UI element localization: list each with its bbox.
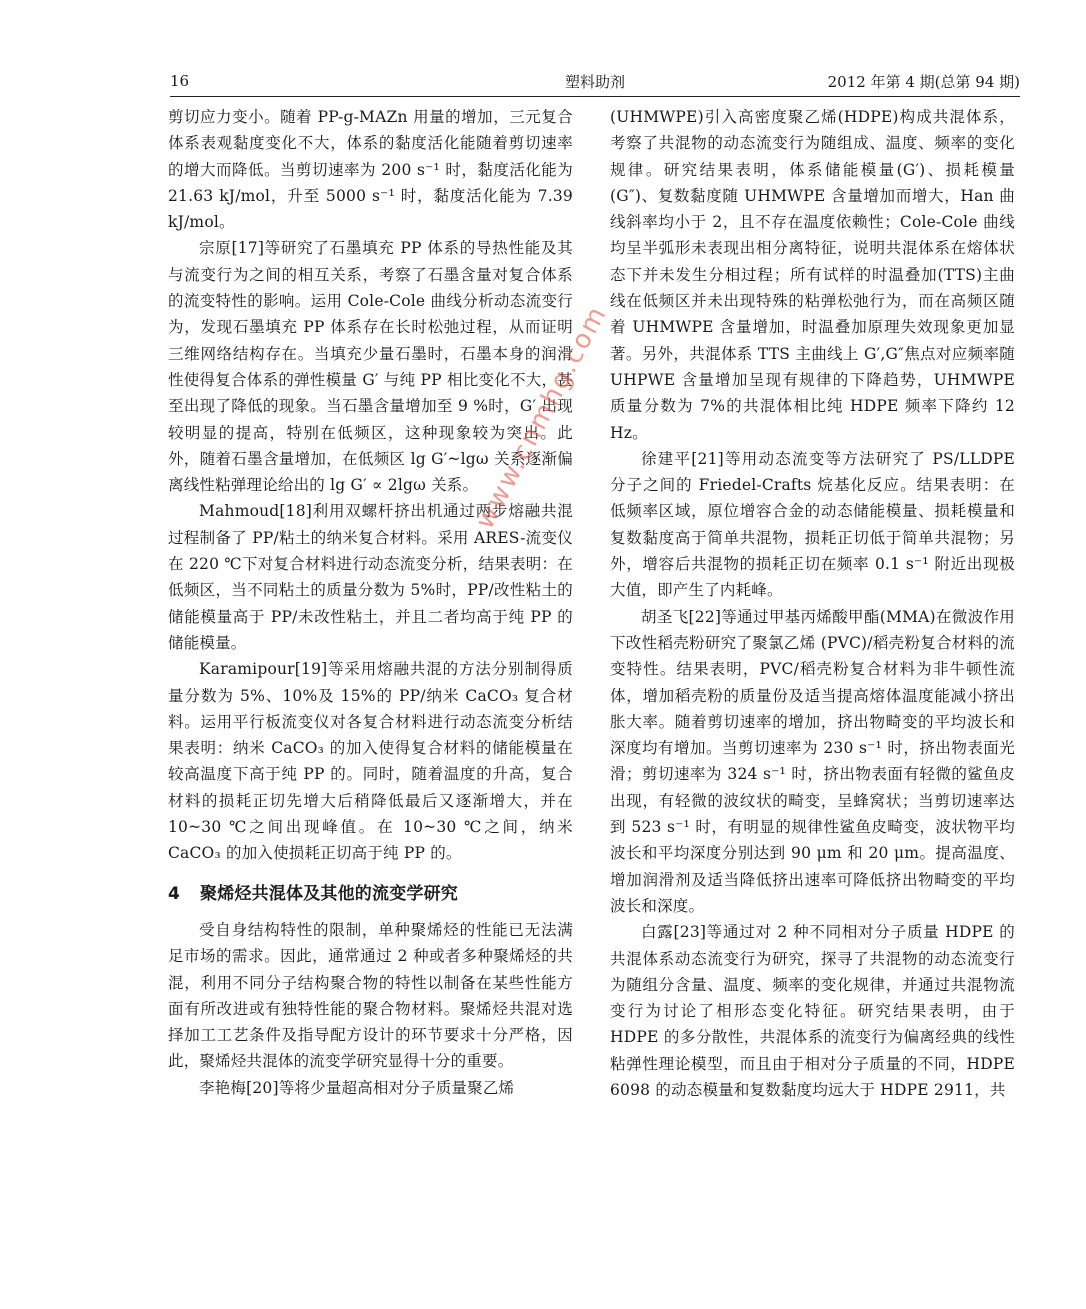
page-number: 16	[170, 72, 190, 90]
section-title: 聚烯烃共混体及其他的流变学研究	[200, 883, 458, 904]
paragraph: Mahmoud[18]利用双螺杆挤出机通过两步熔融共混过程制备了 PP/粘土的纳米复合材料。采用 ARES-流变仪在 220 ℃下对复合材料进行动态流变分析，结果表明：在低频区，当不同粘土的质量分数为 5%时，PP/改性粘土的储能模量高于 PP/未改性粘土，并且二者均高于纯 PP 的储能模量。	[168, 502, 573, 652]
issue-info: 2012 年第 4 期(总第 94 期)	[827, 72, 1020, 91]
watermark: www.cnmhg.com	[470, 300, 614, 535]
section-heading	[168, 881, 573, 907]
header-rule	[170, 96, 1020, 97]
paragraph: 白露[23]等通过对 2 种不同相对分子质量 HDPE 的共混体系动态流变行为研究，探寻了共混物的动态流变行为随组分含量、温度、频率的变化规律，并通过共混物流变行为讨论了相形态变化特征。研究结果表明，由于 HDPE 的多分散性，共混体系的流变行为偏离经典的线性粘弹性理论模型，而且由于相对分子质量的不同，HDPE 6098 的动态模量和复数黏度均远大于 HDPE 2911，共	[610, 923, 1015, 1099]
journal-name: 塑料助剂	[564, 72, 625, 91]
paragraph: 徐建平[21]等用动态流变等方法研究了 PS/LLDPE 分子之间的 Friedel-Crafts 烷基化反应。结果表明：在低频率区域，原位增容合金的动态储能模量、损耗模量和复数黏度高于简单共混物，损耗正切低于简单共混物；另外，增容后共混物的损耗正切在频率 0.1 s⁻¹ 附近出现极大值，即产生了内耗峰。	[610, 449, 1015, 600]
left-column	[168, 104, 573, 1101]
paragraph: 宗原[17]等研究了石墨填充 PP 体系的导热性能及其与流变行为之间的相互关系，考察了石墨含量对复合体系的流变特性的影响。运用 Cole-Cole 曲线分析动态流变行为，发现石墨填充 PP 体系存在长时松弛过程，从而证明三维网络结构存在。当填充少量石墨时，石墨本身的润滑性使得复合体系的弹性模量 G′ 与纯 PP 相比变化不大，甚至出现了降低的现象。当石墨含量增加至 9 %时，G′ 出现较明显的提高，特别在低频区，这种现象较为突出。此外，随着石墨含量增加，在低频区 lg G′~lgω 关系逐渐偏离线性粘弹理论给出的 lg G′ ∝ 2lgω 关系。	[168, 239, 573, 495]
paragraph: 胡圣飞[22]等通过甲基丙烯酸甲酯(MMA)在微波作用下改性稻壳粉研究了聚氯乙烯 (PVC)/稻壳粉复合材料的流变特性。结果表明，PVC/稻壳粉复合材料为非牛顿性流体，增加稻壳粉的质量份及适当提高熔体温度能减小挤出胀大率。随着剪切速率的增加，挤出物畸变的平均波长和深度均有增加。当剪切速率为 230 s⁻¹ 时，挤出物表面光滑；剪切速率为 324 s⁻¹ 时，挤出物表面有轻微的鲨鱼皮出现，有轻微的波纹状的畸变，呈蜂窝状；当剪切速率达到 523 s⁻¹ 时，有明显的规律性鲨鱼皮畸变，波状物平均波长和平均深度分别达到 90 μm 和 20 μm。提高温度、增加润滑剂及适当降低挤出速率可降低挤出物畸变的平均波长和深度。	[610, 607, 1015, 915]
paragraph: 剪切应力变小。随着 PP-g-MAZn 用量的增加，三元复合体系表观黏度变化不大，体系的黏度活化能随着剪切速率的增大而降低。当剪切速率为 200 s⁻¹ 时，黏度活化能为 21.63 kJ/mol，升至 5000 s⁻¹ 时，黏度活化能为 7.39 kJ/mol。	[168, 108, 573, 232]
paragraph: 受自身结构特性的限制，单种聚烯烃的性能已无法满足市场的需求。因此，通常通过 2 种或者多种聚烯烃的共混，利用不同分子结构聚合物的特性以制备在某些性能方面有所改进或有独特性能的聚合物材料。聚烯烃共混对选择加工工艺条件及指导配方设计的环节要求十分严格，因此，聚烯烃共混体的流变学研究显得十分的重要。	[168, 920, 573, 1071]
paragraph: (UHMWPE)引入高密度聚乙烯(HDPE)构成共混体系，考察了共混物的动态流变行为随组成、温度、频率的变化规律。研究结果表明，体系储能模量(G′)、损耗模量(G″)、复数黏度随 UHMWPE 含量增加而增大，Han 曲线斜率均小于 2，且不存在温度依赖性；Cole-Cole 曲线均呈半弧形未表现出相分离特征，说明共混体系在熔体状态下并未发生分相过程；所有试样的时温叠加(TTS)主曲线在低频区并未出现特殊的粘弹松弛行为，而在高频区随着 UHMWPE 含量增加，时温叠加原理失效现象更加显著。另外，共混体系 TTS 主曲线上 G′,G″焦点对应频率随 UHPWE 含量增加呈现有规律的下降趋势，UHMWPE 质量分数为 7%的共混体相比纯 HDPE 频率下降约 12 Hz。	[610, 108, 1015, 442]
right-column	[610, 104, 1015, 1103]
page-header	[170, 66, 1020, 96]
section-number: 4	[168, 883, 181, 904]
paragraph: Karamipour[19]等采用熔融共混的方法分别制得质量分数为 5%、10%及 15%的 PP/纳米 CaCO₃ 复合材料。运用平行板流变仪对各复合材料进行动态流变分析结果表明：纳米 CaCO₃ 的加入使得复合材料的储能模量在较高温度下高于纯 PP 的。同时，随着温度的升高，复合材料的损耗正切先增大后稍降低最后又逐渐增大，并在 10~30 ℃之间出现峰值。在 10~30 ℃之间，纳米 CaCO₃ 的加入使损耗正切高于纯 PP 的。	[168, 660, 573, 863]
paragraph: 李艳梅[20]等将少量超高相对分子质量聚乙烯	[199, 1078, 515, 1097]
